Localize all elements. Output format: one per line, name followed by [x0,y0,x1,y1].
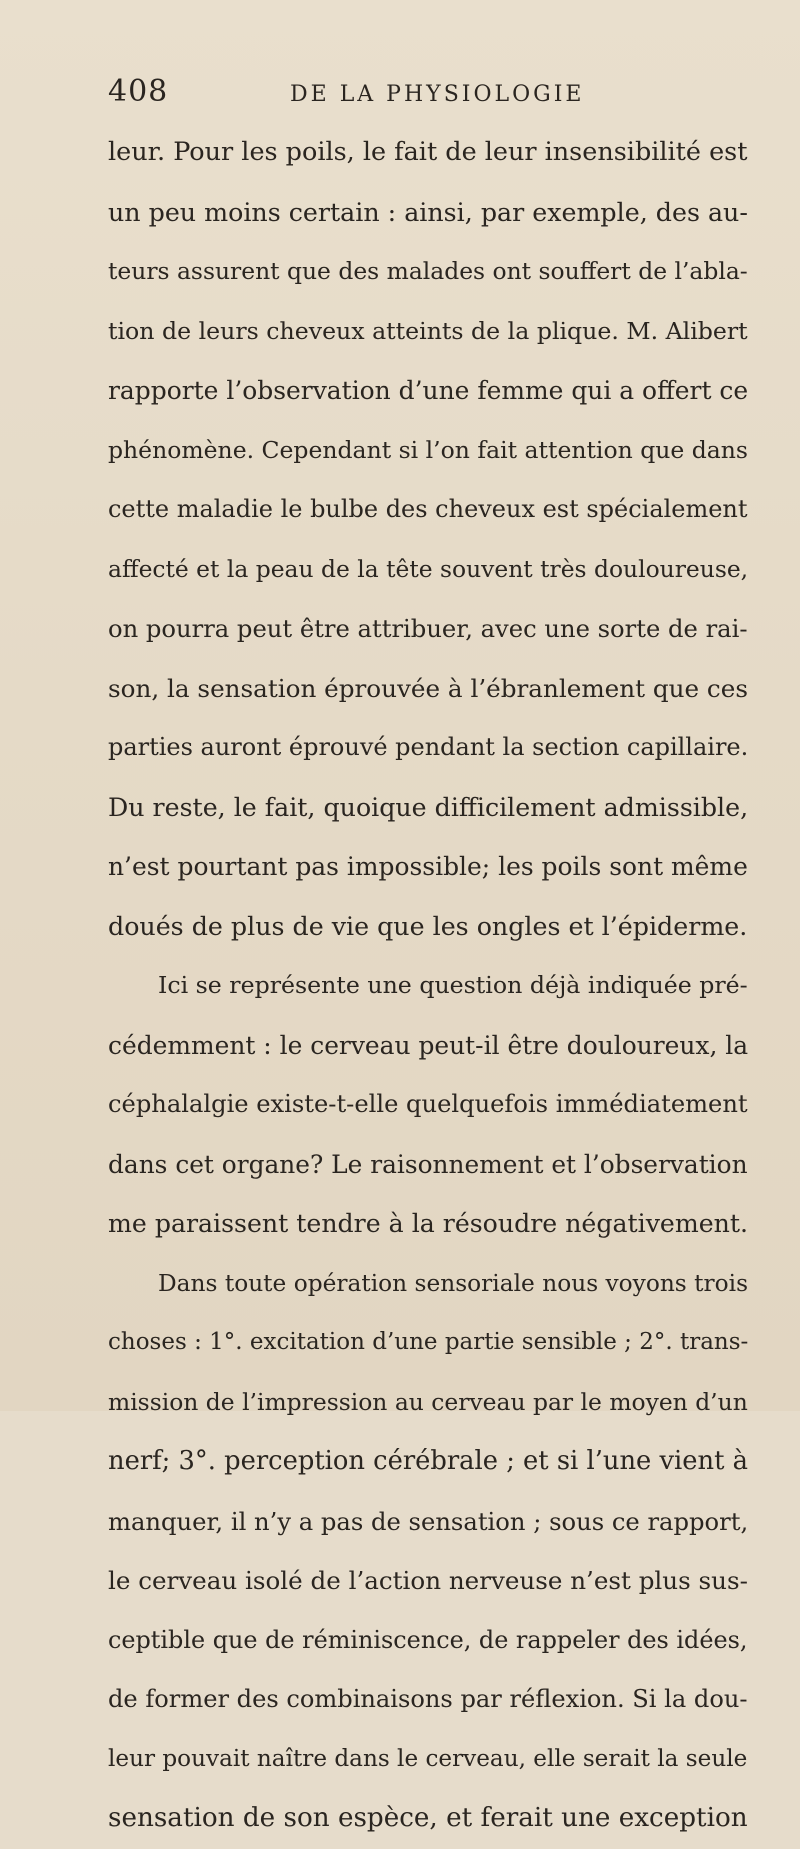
text-line: doués de plus de vie que les ongles et l’épiderme. [108,911,748,941]
text-line: nerf; 3°. perception cérébrale ; et si l’une vient à [108,1446,748,1476]
text-line: un peu moins certain : ainsi, par exemple, des au- [108,197,748,227]
text-line: cette maladie le bulbe des cheveux est spécialement [108,495,748,523]
text-line: cédemment : le cerveau peut-il être douloureux, la [108,1030,749,1060]
text-line: céphalalgie existe-t-elle quelquefois immédiatement [108,1090,748,1118]
text-line: affecté et la peau de la tête souvent très douloureuse, [108,554,749,583]
text-line: son, la sensation éprouvée à l’ébranlement que ces [108,673,748,703]
text-line: n’est pourtant pas impossible; les poils sont même [108,852,748,881]
text-line: sensation de son espèce, et ferait une exception [108,1803,748,1833]
text-line: le cerveau isolé de l’action nerveuse n’est plus sus- [108,1566,748,1595]
text-line: me paraissent tendre à la résoudre négativement. [108,1209,749,1238]
text-line: choses : 1°. excitation d’une partie sensible ; 2°. trans- [108,1329,749,1355]
text-line: ceptible que de réminiscence, de rappeler des idées, [108,1625,748,1654]
running-head: DE LA PHYSIOLOGIE [290,82,585,107]
text-line: Du reste, le fait, quoique difficilement admissible, [108,792,749,822]
text-line: de former des combinaisons par réflexion. Si la dou- [108,1685,748,1713]
text-line: tion de leurs cheveux atteints de la plique. M. Alibert [108,316,748,345]
body-text [108,123,748,1849]
text-line: Dans toute opération sensoriale nous voyons trois [158,1269,749,1297]
text-line: dans cet organe? Le raisonnement et l’observation [108,1149,748,1179]
text-line: parties auront éprouvé pendant la section capillaire. [108,733,749,761]
text-line: manquer, il n’y a pas de sensation ; sous ce rapport, [108,1506,749,1536]
page-header [108,74,728,114]
page-number: 408 [108,74,169,109]
text-line: leur. Pour les poils, le fait de leur insensibilité est [108,137,748,167]
text-line: rapporte l’observation d’une femme qui a offert ce [108,376,749,405]
text-line: phénomène. Cependant si l’on fait attention que dans [108,435,748,464]
text-line: mission de l’impression au cerveau par le moyen d’un [108,1387,748,1416]
text-line: leur pouvait naître dans le cerveau, elle serait la seule [108,1745,748,1772]
text-line: on pourra peut être attribuer, avec une sorte de rai- [108,614,748,643]
text-line: teurs assurent que des malades ont souffert de l’abla- [108,257,748,285]
text-line: Ici se représente une question déjà indiquée pré- [158,971,748,999]
